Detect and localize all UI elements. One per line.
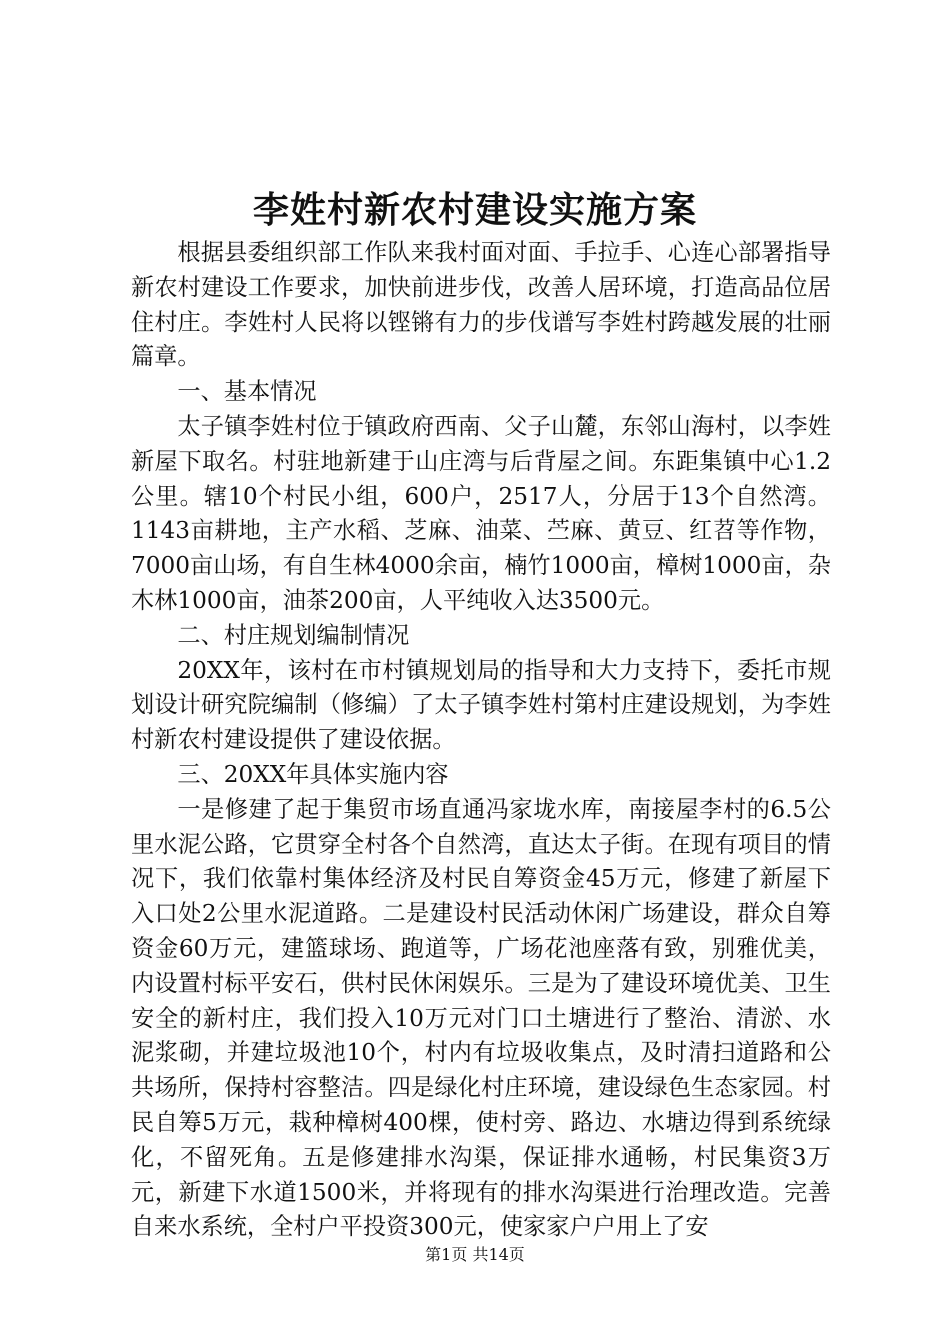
section-heading-planning: 二、村庄规划编制情况 — [177, 621, 410, 649]
document-body — [131, 236, 831, 1245]
intro-paragraph: 根据县委组织部工作队来我村面对面、手拉手、心连心部署指导新农村建设工作要求，加快前进步伐，改善人居环境，打造高品位居住村庄。李姓村人民将以铿锵有力的步伐谱写李姓村跨越发展的壮丽篇章。 — [131, 239, 831, 371]
document-title: 李姓村新农村建设实施方案 — [252, 189, 697, 231]
planning-paragraph: 20XX年，该村在市村镇规划局的指导和大力支持下，委托市规划设计研究院编制（修编）了太子镇李姓村第村庄建设规划，为李姓村新农村建设提供了建设依据。 — [131, 656, 831, 754]
section-heading-basic-info: 一、基本情况 — [177, 378, 317, 406]
page-footer: 第1页 共14页 — [425, 1245, 525, 1264]
basic-info-paragraph: 太子镇李姓村位于镇政府西南、父子山麓，东邻山海村，以李姓新屋下取名。村驻地新建于山庄湾与后背屋之间。东距集镇中心1.2公里。辖10个村民小组，600户，2517人，分居于13个自然湾。1143亩耕地，主产水稻、芝麻、油菜、苎麻、黄豆、红苕等作物，7000亩山场，有自生林4000余亩，楠竹1000亩，樟树1000亩，杂木林1000亩，油茶200亩，人平纯收入达3500元。 — [131, 412, 831, 614]
implementation-paragraph: 一是修建了起于集贸市场直通冯家垅水库，南接屋李村的6.5公里水泥公路，它贯穿全村各个自然湾，直达太子街。在现有项目的情况下，我们依靠村集体经济及村民自筹资金45万元，修建了新屋下入口处2公里水泥道路。二是建设村民活动休闲广场建设，群众自筹资金60万元，建篮球场、跑道等，广场花池座落有致，别雅优美，内设置村标平安石，供村民休闲娱乐。三是为了建设环境优美、卫生安全的新村庄，我们投入10万元对门口土塘进行了整治、清淤、水泥浆砌，并建垃圾池10个，村内有垃圾收集点，及时清扫道路和公共场所，保持村容整洁。四是绿化村庄环境，建设绿色生态家园。村民自筹5万元，栽种樟树400棵，使村旁、路边、水塘边得到系统绿化，不留死角。五是修建排水沟渠，保证排水通畅，村民集资3万元，新建下水道1500米，并将现有的排水沟渠进行治理改造。完善自来水系统，全村户平投资300元，使家家户户用上了安 — [131, 795, 831, 1241]
section-heading-implementation: 三、20XX年具体实施内容 — [177, 760, 449, 788]
